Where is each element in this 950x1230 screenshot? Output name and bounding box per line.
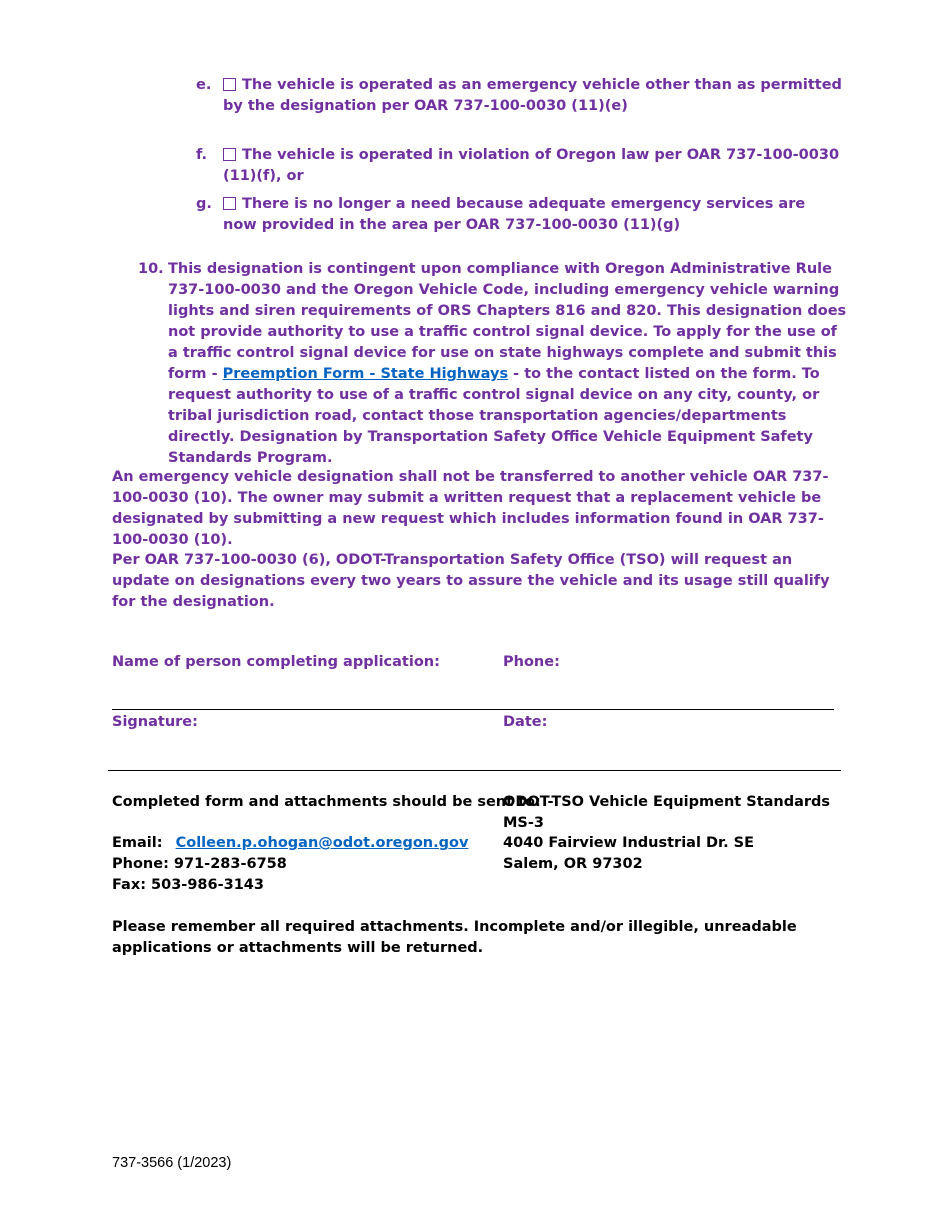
- list-item-content: [223, 194, 843, 236]
- list-number: 10.: [138, 261, 164, 277]
- checkbox-g[interactable]: [223, 197, 236, 210]
- address-line-3: 4040 Fairview Industrial Dr. SE: [503, 835, 754, 851]
- address-line-2: MS-3: [503, 815, 544, 831]
- signature-line[interactable]: [112, 709, 834, 710]
- phone-number: Phone: 971-283-6758: [112, 856, 287, 872]
- item10-text-after: - to the contact listed on the form. To request authority to use of a traffic control signal device on any city, county, or tribal jurisdiction road, contact those transportation agencies/departments directly. Designation by Transportation Safety Office Vehicle Equipment Safety Standards Program.: [168, 366, 820, 466]
- update-paragraph: Per OAR 737-100-0030 (6), ODOT-Transportation Safety Office (TSO) will request an update on designations every two years to assure the vehicle and its usage still qualify for the designation.: [112, 552, 830, 610]
- date-label: Date:: [503, 714, 548, 730]
- form-number: 737-3566 (1/2023): [112, 1155, 232, 1171]
- list-item-content: [168, 259, 848, 469]
- item10-text-before: This designation is contingent upon compliance with Oregon Administrative Rule 737-100-0030 and the Oregon Vehicle Code, including emergency vehicle warning lights and siren requirements of ORS Chapters 816 and 820. This designation does not provide authority to use a traffic control signal device. To apply for the use of a traffic control signal device for use on state highways complete and submit this form -: [168, 261, 847, 382]
- sent-to-label: Completed form and attachments should be sent to:: [112, 794, 541, 810]
- checkbox-f[interactable]: [223, 148, 236, 161]
- list-letter: f.: [196, 147, 208, 163]
- checkbox-e[interactable]: [223, 78, 236, 91]
- list-item-text: The vehicle is operated in violation of Oregon law per OAR 737-100-0030 (11)(f), or: [223, 147, 840, 184]
- list-letter: g.: [196, 196, 212, 212]
- email-link[interactable]: Colleen.p.ohogan@odot.oregon.gov: [175, 835, 469, 851]
- list-letter: e.: [196, 77, 212, 93]
- email-row: [112, 833, 468, 854]
- reminder-text: Please remember all required attachments. Incomplete and/or illegible, unreadable applications or attachments will be returned.: [112, 919, 797, 956]
- address-line-4: Salem, OR 97302: [503, 856, 643, 872]
- address-line-1: ODOT-TSO Vehicle Equipment Standards: [503, 794, 831, 810]
- email-label: Email:: [112, 835, 163, 851]
- preemption-form-link[interactable]: Preemption Form - State Highways: [222, 366, 509, 382]
- list-item-text: The vehicle is operated as an emergency vehicle other than as permitted by the designation per OAR 737-100-0030 (11)(e): [223, 77, 842, 114]
- transfer-paragraph: An emergency vehicle designation shall not be transferred to another vehicle OAR 737-100-0030 (10). The owner may submit a written request that a replacement vehicle be designated by submitting a new request which includes information found in OAR 737-100-0030 (10).: [112, 469, 829, 548]
- section-divider: [108, 770, 841, 771]
- list-item-content: [223, 145, 843, 187]
- list-item-content: [223, 75, 843, 117]
- name-label: Name of person completing application:: [112, 654, 440, 670]
- phone-label: Phone:: [503, 654, 560, 670]
- signature-label: Signature:: [112, 714, 198, 730]
- fax-number: Fax: 503-986-3143: [112, 877, 264, 893]
- list-item-text: There is no longer a need because adequate emergency services are now provided in the area per OAR 737-100-0030 (11)(g): [223, 196, 806, 233]
